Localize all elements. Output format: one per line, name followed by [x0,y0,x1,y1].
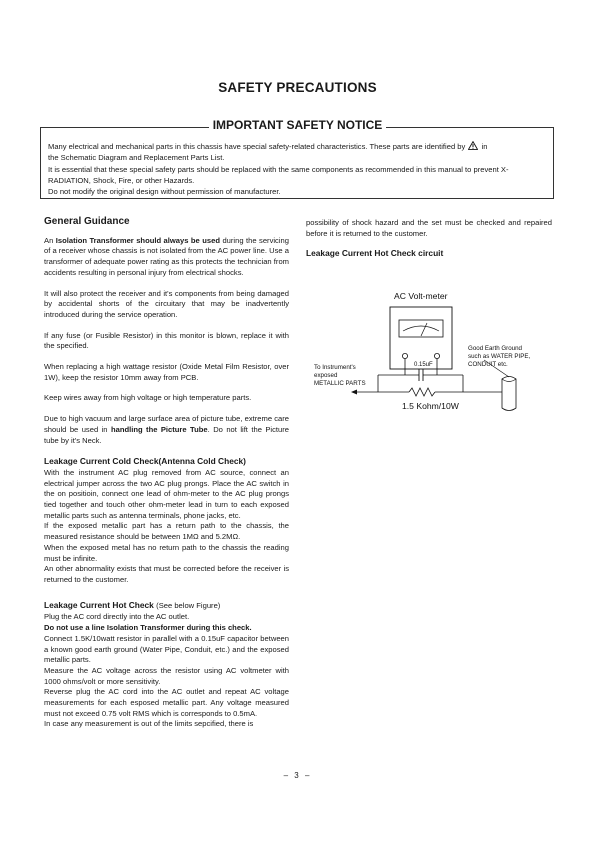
water-pipe-rim [502,379,516,382]
voltmeter-terminal-right [434,353,439,358]
cold-check-paragraph-2: If the exposed metallic part has a return path to the chassis, the measured resistance should be between 1MΩ and 5.2MΩ. [44,521,289,542]
general-paragraph-3: If any fuse (or Fusible Resistor) in this monitor is blown, replace it with the specified. [44,330,289,351]
hot-check-paragraph-7: possibility of shock hazard and the set must be checked and repaired before it is returned to the customer. [306,218,552,238]
notice-line-1-b: in [481,142,488,151]
cold-check-paragraph-4: An other abnormality exists that must be corrected before the receiver is returned to the customer. [44,564,289,584]
hot-check-paragraph-2: Do not use a line Isolation Transformer during this check. [44,623,252,633]
right-column [306,218,552,260]
safety-warning-icon [468,141,478,150]
cold-check-paragraph-1: With the instrument AC plug removed from AC source, connect an electrical jumper across the two AC plug prongs. Place the AC switch in the on positioin, connect one lead of ohm-meter to the AC plug prongs tied together and touch other ohm-meter lead in turn to each exposed metallic parts such as antenna terminals, phone jacks, etc. [44,467,289,520]
general-guidance-heading: General Guidance [44,216,130,227]
general-paragraph-6 [44,414,289,446]
hot-check-paragraph-1: Plug the AC cord directly into the AC outlet. [44,612,190,622]
notice-line-1 [48,141,550,152]
circuit-heading: Leakage Current Hot Check circuit [306,248,444,259]
instrument-label-line-3: METALLIC PARTS [314,380,366,387]
hot-check-paragraph-5: Reverse plug the AC cord into the AC outlet and repeat AC voltage measurements for each esposed metallic part. Any voltage measured must not exceed 0.75 volt RMS which is corresponds to 0.5mA. [44,687,289,718]
hot-check-paragraph-4: Measure the AC voltage across the resistor using AC voltmeter with 1000 ohms/volt or more sensitivity. [44,665,289,686]
page-number: – 3 – [283,771,312,780]
capacitor-label: 0.15uF [414,362,433,368]
general-p6-b: . Do not lift the Picture tube by it's Neck. [44,424,289,445]
general-paragraph-5: Keep wires away from high voltage or high temperature parts. [44,393,252,403]
hot-check-circuit-diagram [306,282,556,427]
general-p1-bold: Isolation Transformer should always be used [55,235,220,245]
notice-line-4: Do not modify the original design without permission of manufacturer. [48,187,281,197]
voltmeter-body [390,307,452,369]
voltmeter-dial-window [399,320,443,337]
voltmeter-terminal-left [402,353,407,358]
instrument-label-line-2: exposed [314,372,338,379]
cold-check-paragraph-3: When the exposed metal has no return path to the chassis the reading must be infinite. [44,542,289,563]
hot-check-heading-text: Leakage Current Hot Check [44,599,154,610]
instrument-label-line-1: To Instrument's [314,364,356,371]
voltmeter-scale-arc [403,326,439,331]
general-paragraph-4: When replacing a high wattage resistor (Oxide Metal Film Resistor, over 1W), keep the resistor 10mm away from PCB. [44,362,289,382]
general-p1-b: during the servicing of a receiver whose chassis is not isolated from the AC power line. Use a transformer of adequate power rating as this protects the technician from accidents resulting in personal injury from electrical shocks. [44,235,289,277]
voltmeter-needle [421,323,427,336]
resistor-symbol [409,388,435,396]
hot-check-paragraph-6: In case any measurement is out of the limits sepcified, there is [44,719,254,729]
general-p6-a: Due to high vacuum and large surface area of picture tube, extreme care should be used in [44,414,289,434]
general-p6-bold: handling the Picture Tube [110,424,208,434]
notice-line-2: the Schematic Diagram and Replacement Parts List. [48,153,225,163]
left-column [44,217,289,730]
general-paragraph-1 [44,236,289,279]
cold-check-heading: Leakage Current Cold Check(Antenna Cold Check) [44,456,246,467]
page-title: SAFETY PRECAUTIONS [218,80,377,95]
hot-check-paragraph-3: Connect 1.5K/10watt resistor in parallel with a 0.15uF capacitor between a known good earth ground (Water Pipe, Conduit, etc.) and the exposed metallic parts. [44,633,289,665]
safety-notice-heading-text: IMPORTANT SAFETY NOTICE [209,118,387,132]
safety-notice-text [48,141,550,197]
exposed-metal-arrow [351,390,357,395]
general-p1-a: An [44,235,54,245]
voltmeter-label: AC Volt-meter [394,291,448,301]
safety-notice-heading [0,118,595,132]
earth-ground-label-line-1: Good Earth Ground [468,345,523,352]
resistor-label: 1.5 Kohm/10W [402,401,459,411]
hot-check-heading-sub: (See below Figure) [156,600,221,610]
hot-check-heading [44,600,289,612]
notice-line-1-a: Many electrical and mechanical parts in this chassis have special safety-related characteristics. These parts are identified by [48,142,466,151]
notice-line-3: It is essential that these special safety parts should be replaced with the same components as recommended in this manual to prevent X-RADIATION, Shock, Fire, or other Hazards. [48,164,509,185]
general-paragraph-2: It will also protect the receiver and it's components from being damaged by accidental shorts of the circuitary that may be inadvertently introduced during the service operation. [44,288,289,319]
earth-ground-label-line-2: such as WATER PIPE, [468,353,531,360]
earth-ground-label-line-3: CONDUIT etc. [468,361,508,368]
